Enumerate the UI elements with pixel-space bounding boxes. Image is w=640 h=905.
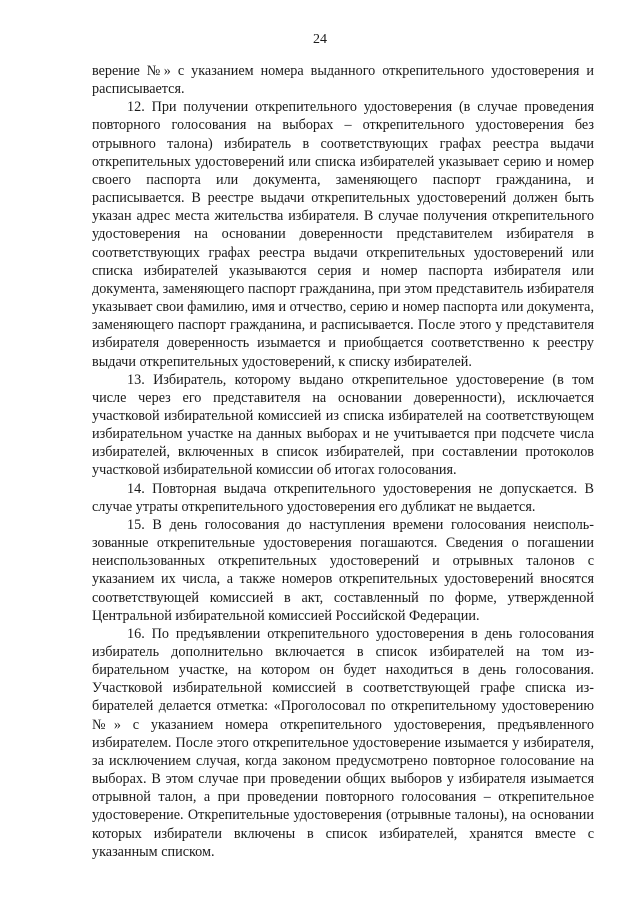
paragraph-item-13: 13. Избиратель, которому выдано открепительное удостоверение (в том числе через его представителя на основании доверенности), исключается участковой избирательной комиссией из списка избирателей на соответствующем избирательном участке на данных выборах и не учитывается при подсчете числа избирателей, включенных в список избирателей, при составлении протоколов участковой избирательной комиссии об итогах голосования. <box>92 371 594 479</box>
document-body <box>92 62 594 861</box>
paragraph-item-16: 16. По предъявлении открепительного удостоверения в день голосования избиратель дополнительно включается в список избирателей на том избирательном участке, на котором он будет находиться в день голосования. Участковой избирательной комиссией в соответствующей графе списка избирателей делается отметка: «Проголосовал по открепительному удостоверению №» с указанием номера открепительного удостоверения, предъявленного избирателем. После этого открепительное удостоверение изымается у избирателя, за исключением случая, когда законом предусмотрено повторное голосование на выборах. В этом случае при проведении общих выборов у избирателя изымается отрывной талон, а при проведении повторного голосования – открепительное удостоверение. Открепительные удостоверения (отрывные талоны), на основании которых избиратели включены в список избирателей, хранятся вместе с указанным списком. <box>92 625 594 860</box>
paragraph-item-15: 15. В день голосования до наступления времени голосования неиспользованные открепительные удостоверения погашаются. Сведения о погашении неиспользованных открепительных удостоверений и отрывных талонов с указанием их числа, а также номеров открепительных удостоверений вносятся соответствующей комиссией в акт, составленный по форме, утвержденной Центральной избирательной комиссией Российской Федерации. <box>92 516 594 624</box>
paragraph-continuation: верение №» с указанием номера выданного открепительного удостоверения и расписывается. <box>92 63 594 98</box>
paragraph-item-14: 14. Повторная выдача открепительного удостоверения не допускается. В случае утраты открепительного удостоверения его дубликат не выдается. <box>92 480 594 515</box>
page-number: 24 <box>313 32 327 47</box>
paragraph-item-12: 12. При получении открепительного удостоверения (в случае проведения повторного голосования на выборах – открепительного удостоверения без отрывного талона) избиратель в соответствующих графах реестра выдачи открепительных удостоверений или списка избирателей указывает серию и номер своего паспорта или документа, заменяющего паспорт гражданина, и расписывается. В реестре выдачи открепительных удостоверений должен быть указан адрес места жительства избирателя. В случае получения открепительного удостоверения на основании доверенности представителем избирателя в соответствующих графах реестра выдачи открепительных удостоверений или списка избирателей указываются серия и номер паспорта избирателя или документа, заменяющего паспорт гражданина, при этом представитель избирателя указывает свои фамилию, имя и отчество, серию и номер паспорта или документа, заменяющего паспорт гражданина, и расписывается. После этого у представителя избирателя доверенность изымается и приобщается соответственно к реестру выдачи открепительных удостоверений, к списку избирателей. <box>92 99 594 370</box>
